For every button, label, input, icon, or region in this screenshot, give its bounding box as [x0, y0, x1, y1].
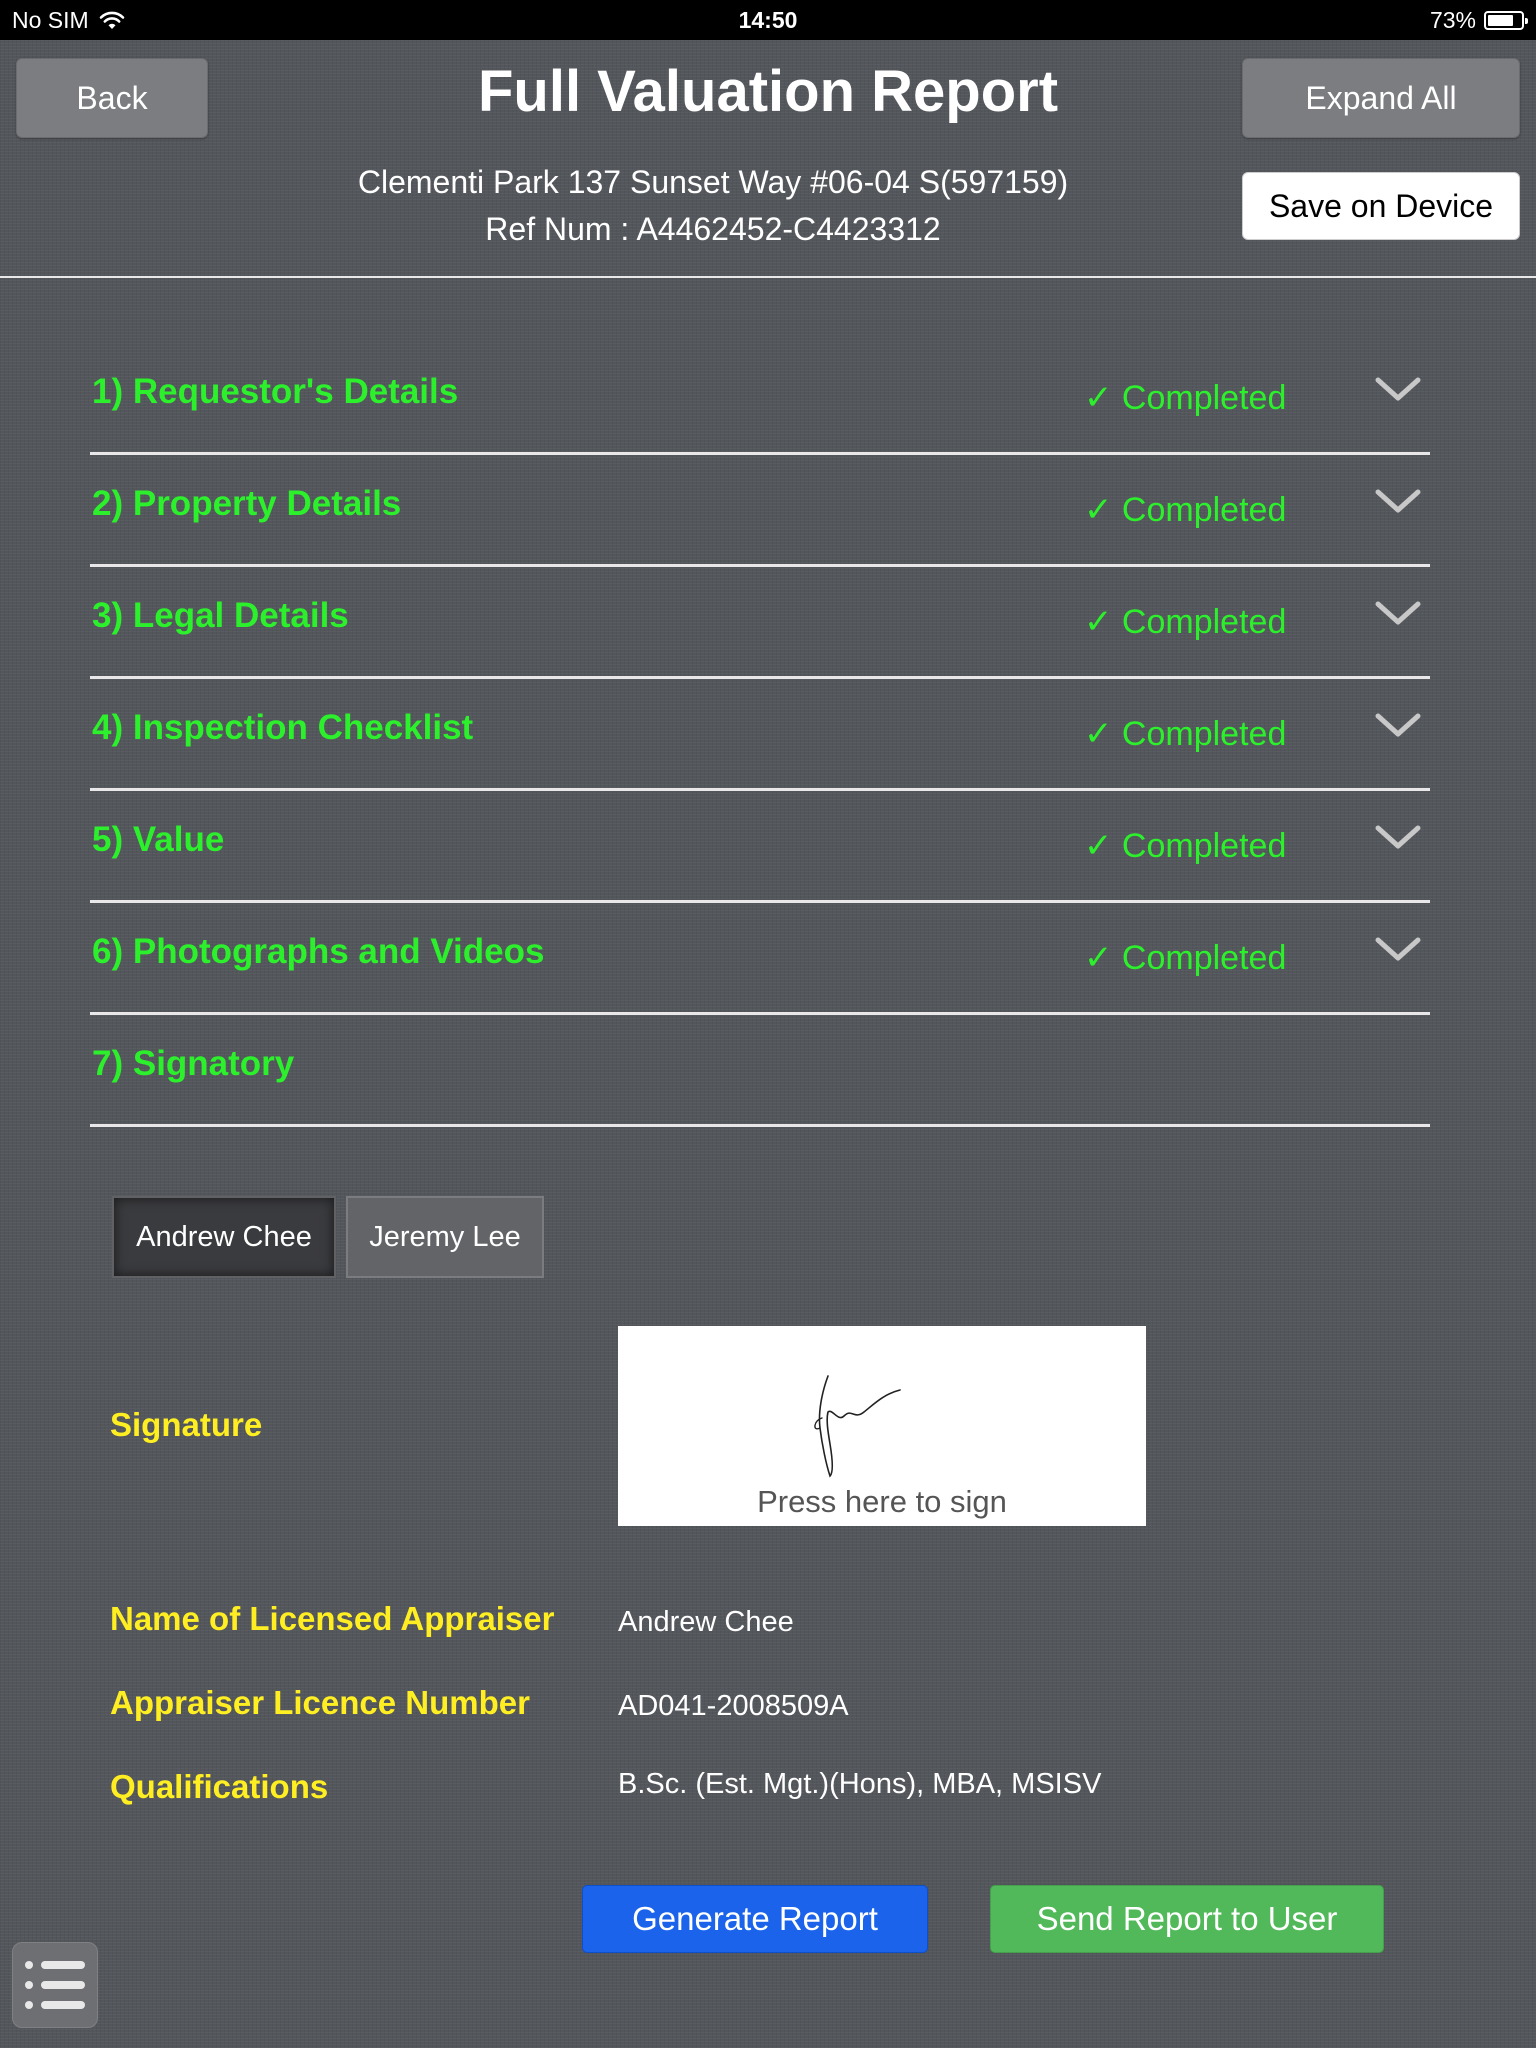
chevron-down-icon[interactable] — [1374, 818, 1422, 858]
section-photographs-and-videos[interactable] — [90, 900, 1430, 1015]
licence-number-value: AD041-2008509A — [618, 1690, 849, 1722]
reference-number: Ref Num : A4462452-C4423312 — [485, 211, 941, 247]
section-title: 4) Inspection Checklist — [92, 708, 474, 747]
chevron-down-icon[interactable] — [1374, 594, 1422, 634]
section-title: 7) Signatory — [92, 1044, 295, 1083]
menu-button[interactable] — [12, 1942, 98, 2028]
section-signatory[interactable] — [90, 1012, 1430, 1127]
section-property-details[interactable] — [90, 452, 1430, 567]
signature-label: Signature — [110, 1406, 263, 1443]
tab-jeremy-lee[interactable]: Jeremy Lee — [346, 1196, 544, 1278]
section-status: ✓ Completed — [1084, 939, 1287, 977]
status-right — [1430, 7, 1524, 34]
page-title: Full Valuation Report — [477, 59, 1059, 124]
section-title: 1) Requestor's Details — [92, 372, 459, 411]
signature-hint: Press here to sign — [757, 1484, 1007, 1519]
battery-icon — [1484, 11, 1524, 30]
section-requestors-details[interactable] — [90, 340, 1430, 455]
header-divider — [0, 276, 1536, 278]
signature-pad[interactable] — [618, 1326, 1146, 1526]
battery-percent: 73% — [1429, 7, 1476, 33]
section-status: ✓ Completed — [1084, 491, 1287, 529]
chevron-down-icon[interactable] — [1374, 370, 1422, 410]
expand-all-button[interactable]: Expand All — [1242, 58, 1520, 138]
carrier-label: No SIM — [12, 7, 89, 33]
section-title: 2) Property Details — [92, 484, 402, 523]
list-menu-icon — [13, 1943, 97, 2027]
section-value[interactable] — [90, 788, 1430, 903]
chevron-down-icon[interactable] — [1374, 482, 1422, 522]
section-title: 3) Legal Details — [92, 596, 349, 635]
clock: 14:50 — [738, 7, 798, 33]
section-title: 5) Value — [92, 820, 225, 859]
appraiser-name-value: Andrew Chee — [618, 1606, 794, 1638]
generate-report-button[interactable]: Generate Report — [582, 1885, 928, 1953]
appraiser-name-label: Name of Licensed Appraiser — [110, 1600, 555, 1637]
back-button[interactable]: Back — [16, 58, 208, 138]
section-status: ✓ Completed — [1084, 603, 1287, 641]
signature-image — [808, 1372, 948, 1482]
chevron-down-icon[interactable] — [1374, 930, 1422, 970]
qualifications-value: B.Sc. (Est. Mgt.)(Hons), MBA, MSISV — [618, 1768, 1102, 1800]
qualifications-label: Qualifications — [110, 1768, 329, 1805]
section-status: ✓ Completed — [1084, 715, 1287, 753]
chevron-down-icon[interactable] — [1374, 706, 1422, 746]
section-legal-details[interactable] — [90, 564, 1430, 679]
save-on-device-button[interactable]: Save on Device — [1242, 172, 1520, 240]
property-address: Clementi Park 137 Sunset Way #06-04 S(597159) — [357, 164, 1069, 200]
send-report-button[interactable]: Send Report to User — [990, 1885, 1384, 1953]
tab-andrew-chee[interactable]: Andrew Chee — [112, 1196, 336, 1278]
section-inspection-checklist[interactable] — [90, 676, 1430, 791]
section-title: 6) Photographs and Videos — [92, 932, 545, 971]
section-status: ✓ Completed — [1084, 379, 1287, 417]
status-bar — [0, 0, 1536, 40]
licence-number-label: Appraiser Licence Number — [110, 1684, 530, 1721]
section-status: ✓ Completed — [1084, 827, 1287, 865]
